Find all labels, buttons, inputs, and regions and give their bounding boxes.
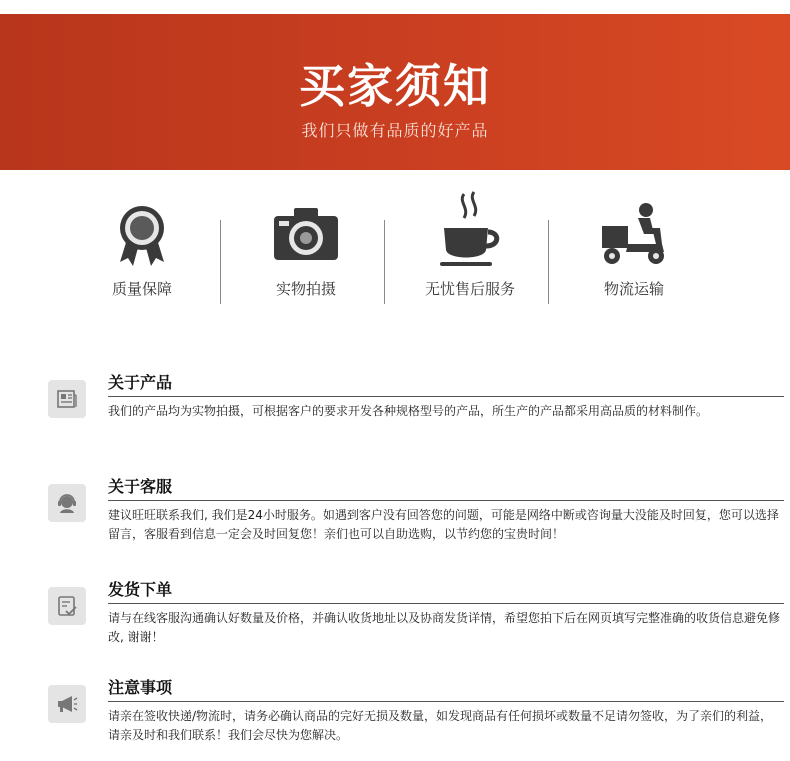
header-banner [0,14,790,170]
divider [548,220,549,304]
coffee-cup-icon [434,190,506,272]
feature-label: 物流运输 [603,280,664,298]
section-body: 请与在线客服沟通确认好数量及价格，并确认收货地址以及协商发货详情，希望您拍下后在网页填写完整准确的收货信息避免修改, 谢谢！ [108,611,781,644]
page-title: 买家须知 [299,59,491,113]
section-title: 注意事项 [108,678,173,697]
camera-icon [270,200,342,270]
feature-service [388,190,552,310]
newspaper-icon [48,380,86,418]
delivery-scooter-icon [598,200,670,270]
section-divider [108,603,784,604]
page-subtitle: 我们只做有品质的好产品 [301,121,489,140]
section-title: 关于产品 [108,373,173,392]
divider [384,220,385,304]
feature-label: 质量保障 [111,280,172,298]
feature-label: 实物拍摄 [275,280,336,298]
award-ribbon-icon [106,200,178,270]
section-divider [108,500,784,501]
order-form-icon [48,587,86,625]
section-title: 发货下单 [108,580,173,599]
section-body: 请亲在签收快递/物流时，请务必确认商品的完好无损及数量，如发现商品有任何损坏或数量不足请勿签收，为了亲们的利益，请亲及时和我们联系！我们会尽快为您解决。 [108,709,773,742]
feature-logistics [552,190,716,310]
section-divider [108,396,784,397]
customer-service-icon [48,484,86,522]
divider [220,220,221,304]
section-body: 我们的产品均为实物拍摄，可根据客户的要求开发各种规格型号的产品，所生产的产品都采用高品质的材料制作。 [108,404,709,418]
feature-strip [60,190,720,310]
feature-photo [224,190,388,310]
section-divider [108,701,784,702]
section-body: 建议旺旺联系我们, 我们是24小时服务。如遇到客户没有回答您的问题，可能是网络中断或咨询量大没能及时回复，您可以选择留言，客服看到信息一定会及时回复您！亲们也可以自助选购，以节约您的宝贵时间！ [108,508,779,541]
megaphone-icon [48,685,86,723]
section-title: 关于客服 [108,477,173,496]
feature-quality [60,190,224,310]
feature-label: 无忧售后服务 [424,280,515,298]
